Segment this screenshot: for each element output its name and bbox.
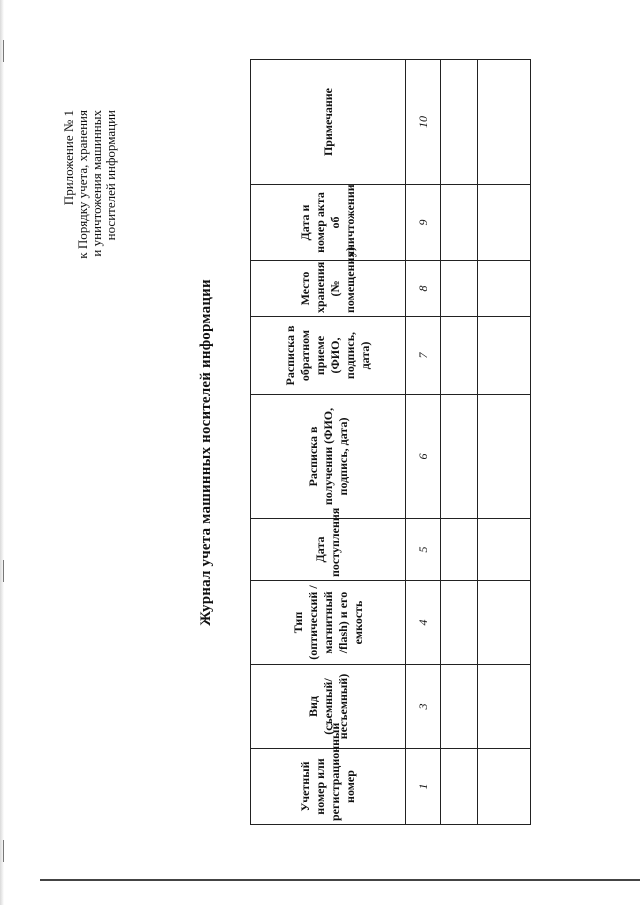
document-title: Журнал учета машинных носителей информации xyxy=(198,279,214,626)
table-cell xyxy=(478,317,531,395)
table-cell xyxy=(441,395,478,519)
column-number: 7 xyxy=(406,317,441,395)
column-number: 1 xyxy=(406,749,441,825)
table-cell xyxy=(478,749,531,825)
appendix-line: и уничтожения машинных xyxy=(89,110,104,257)
table-cell xyxy=(441,185,478,261)
column-header: Дата и номер акта об уничтожении xyxy=(251,185,406,261)
column-number: 8 xyxy=(406,261,441,317)
table-cell xyxy=(441,60,478,185)
table-cell xyxy=(478,395,531,519)
column-header: Вид (съемный/несъемный) xyxy=(251,665,406,749)
column-number: 5 xyxy=(406,519,441,581)
table-cell xyxy=(441,581,478,665)
appendix-line: Приложение № 1 xyxy=(61,110,76,206)
table-cell xyxy=(478,261,531,317)
table-cell xyxy=(441,317,478,395)
table-cell xyxy=(441,749,478,825)
appendix-line: к Порядку учета, хранения xyxy=(75,110,90,259)
table-cell xyxy=(441,665,478,749)
table-cell xyxy=(478,665,531,749)
table-row xyxy=(478,60,531,825)
column-number: 9 xyxy=(406,185,441,261)
header-row xyxy=(251,60,406,825)
column-header: Расписка в обратном приеме (ФИО, подпись, дата) xyxy=(251,317,406,395)
table-cell xyxy=(478,60,531,185)
appendix-note xyxy=(62,110,118,259)
column-number: 4 xyxy=(406,581,441,665)
table-cell xyxy=(441,261,478,317)
column-header: Место хранения (№ помещения) xyxy=(251,261,406,317)
column-header: Расписка в получении (ФИО, подпись, дата) xyxy=(251,395,406,519)
column-number: 6 xyxy=(406,395,441,519)
table-row xyxy=(441,60,478,825)
table-cell xyxy=(441,519,478,581)
column-header: Дата поступления xyxy=(251,519,406,581)
table-cell xyxy=(478,185,531,261)
appendix-line: носителей информации xyxy=(103,110,118,241)
table-cell xyxy=(478,581,531,665)
column-header: Примечание xyxy=(251,60,406,185)
column-number: 10 xyxy=(406,60,441,185)
column-header: Учетный номер или регистрационный номер xyxy=(251,749,406,825)
table-cell xyxy=(478,519,531,581)
column-header: Тип (оптический /магнитный /flash) и его емкость xyxy=(251,581,406,665)
journal-table xyxy=(250,59,531,825)
column-number: 3 xyxy=(406,665,441,749)
column-number-row xyxy=(406,60,441,825)
